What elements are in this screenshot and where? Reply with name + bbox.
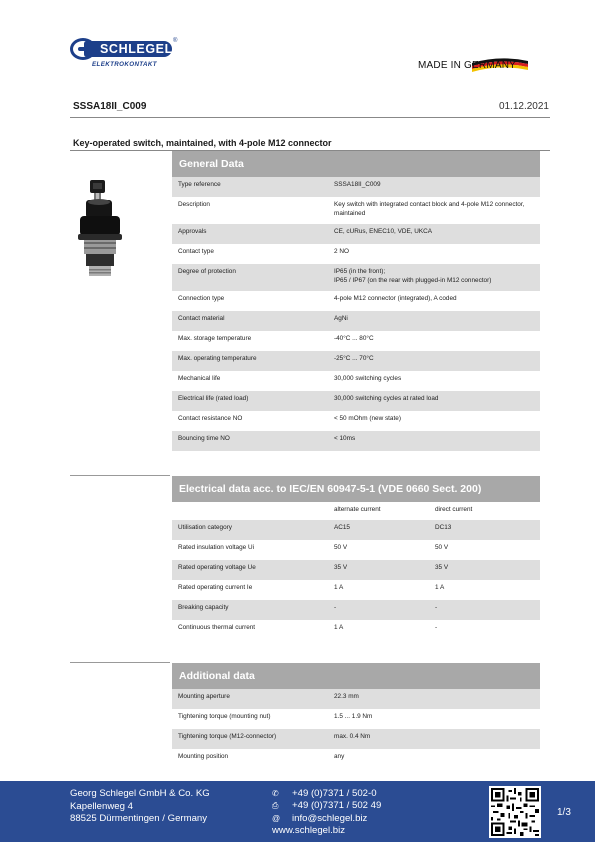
table-row: Degree of protection IP65 (in the front); IP65 / IP67 (on the rear with plugged-in M12 connector) (172, 264, 540, 291)
table-row: Contact type 2 NO (178, 248, 349, 255)
fax-icon: ⎙ (272, 801, 279, 811)
header-divider (70, 117, 550, 118)
table-row: Tightening torque (M12-connector) max. 0.4 Nm (172, 729, 540, 749)
table-row: Type reference SSSA18II_C009 (172, 177, 540, 197)
article-number: SSSA18II_C009 (73, 101, 147, 112)
column-header: direct current (435, 506, 473, 513)
fax-number: +49 (0)7371 / 502 49 (292, 800, 382, 812)
table-row: Bouncing time NO < 10ms (172, 431, 540, 451)
section-title: Additional data (172, 663, 540, 689)
section-divider (70, 475, 170, 476)
document-date: 01.12.2021 (498, 101, 549, 112)
table-row: Connection type 4-pole M12 connector (integrated), A coded (178, 295, 457, 302)
logo-wordmark: SCHLEGEL (84, 41, 172, 57)
table-header-row (172, 502, 540, 520)
logo-registered-mark: ® (173, 38, 178, 44)
street-address: Kapellenweg 4 (70, 800, 133, 812)
qr-code-icon[interactable] (489, 786, 541, 838)
company-logo (70, 38, 180, 72)
table-row: Mechanical life 30,000 switching cycles (178, 375, 402, 382)
table-row: Rated operating current Ie 1 A 1 A (178, 584, 445, 591)
table-row: Rated operating voltage Ue 35 V 35 V (172, 560, 540, 580)
logo-subtitle: ELEKTROKONTAKT (92, 61, 157, 68)
table-row: Description Key switch with integrated contact block and 4-pole M12 connector, maintained (178, 201, 525, 217)
table-row: Breaking capacity - - (172, 600, 540, 620)
product-image (72, 178, 132, 280)
website-link[interactable]: www.schlegel.biz (272, 824, 346, 836)
table-row: Contact resistance NO < 50 mOhm (new state) (178, 415, 401, 422)
section-divider (70, 662, 170, 663)
made-in-germany: MADE IN GERMANY (418, 60, 517, 71)
table-row: Continuous thermal current 1 A - (178, 624, 438, 631)
table-row: Mounting position any (178, 753, 345, 760)
page-number: 1/3 (557, 807, 571, 818)
email-icon: @ (272, 813, 281, 823)
product-title: Key-operated switch, maintained, with 4-pole M12 connector (73, 138, 332, 148)
electrical-data-section (172, 476, 540, 640)
table-row: Max. storage temperature -40°C ... 80°C (178, 335, 374, 342)
footer (0, 781, 595, 842)
table-row: Approvals CE, cURus, ENEC10, VDE, UKCA (172, 224, 540, 244)
table-row: Tightening torque (mounting nut) 1.5 ... 1.9 Nm (178, 713, 373, 720)
section-title: Electrical data acc. to IEC/EN 60947-5-1 (VDE 0660 Sect. 200) (172, 476, 540, 502)
general-data-section (172, 151, 540, 451)
table-row: Max. operating temperature -25°C ... 70°C (172, 351, 540, 371)
table-row: Electrical life (rated load) 30,000 switching cycles at rated load (172, 391, 540, 411)
table-row: Utilisation category AC15 DC13 (172, 520, 540, 540)
email-link[interactable]: info@schlegel.biz (292, 812, 368, 824)
contact-info (272, 788, 381, 837)
table-row: Rated insulation voltage Ui 50 V 50 V (178, 544, 449, 551)
additional-data-section (172, 663, 540, 769)
table-row: Mounting aperture 22.3 mm (172, 689, 540, 709)
company-address (70, 788, 210, 826)
phone-number[interactable]: +49 (0)7371 / 502-0 (292, 788, 377, 799)
city-address: 88525 Dürmentingen / Germany (70, 813, 208, 824)
table-row: Contact material AgNi (172, 311, 540, 331)
section-title: General Data (172, 151, 540, 177)
phone-icon: ✆ (272, 789, 279, 798)
column-header: alternate current (334, 506, 381, 513)
company-name: Georg Schlegel GmbH & Co. KG (70, 788, 210, 799)
